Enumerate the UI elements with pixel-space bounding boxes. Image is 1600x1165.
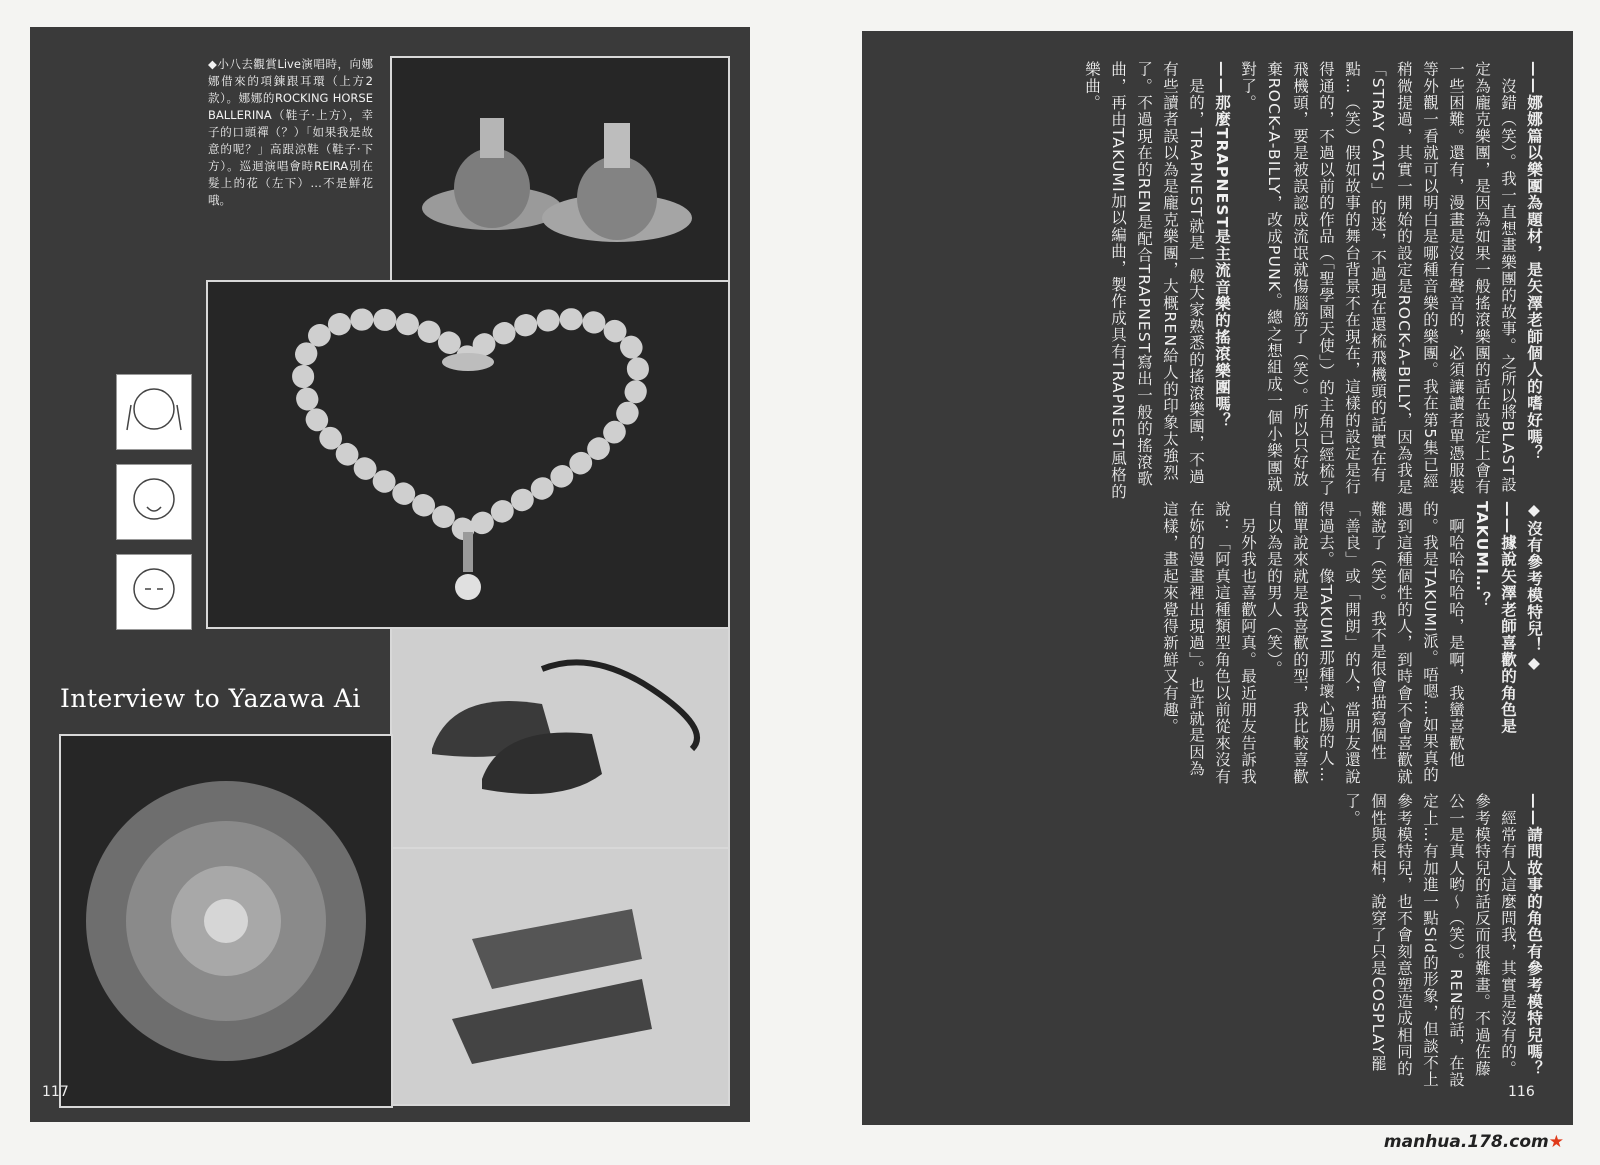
question-4: ——請問故事的角色有參考模特兒嗎？ bbox=[1525, 793, 1543, 1077]
section-heading: ◆沒有參考模特兒！◆ bbox=[1525, 501, 1543, 673]
interview-title: Interview to Yazawa Ai bbox=[60, 684, 361, 713]
right-page bbox=[862, 31, 1573, 1125]
character-sketch-2 bbox=[116, 464, 192, 540]
pearl-necklace-illustration bbox=[208, 282, 728, 627]
photo-caption: ◆小八去觀賞Live演唱時，向娜娜借來的項鍊跟耳環（上方2款）。娜娜的ROCKING HORSE BALLERINA（鞋子·上方），幸子的口頭禪（？）「如果我是故意的呢？」高跟涼鞋（鞋子·下方）。巡迴演唱會時REIRA別在髮上的花（左下）…不是鮮花哦。 bbox=[208, 57, 373, 207]
answer-3b: 另外我也喜歡阿真。最近朋友告訴我說：「阿真這種類型角色以前從來沒有在妳的漫畫裡出現過」。也許就是因為這樣，畫起來覺得新鮮又有趣。 bbox=[1161, 501, 1257, 785]
earrings-photo bbox=[390, 56, 730, 283]
page-number-right: 116 bbox=[1508, 1084, 1535, 1100]
question-3: ——據說矢澤老師喜歡的角色是TAKUMI…？ bbox=[1473, 501, 1517, 735]
high-heel-sandals-photo bbox=[390, 847, 730, 1106]
site-watermark bbox=[1384, 1132, 1564, 1152]
interview-text-part-3 bbox=[882, 793, 1547, 1093]
answer-3: 啊哈哈哈哈哈，是啊，我蠻喜歡他的。我是TAKUMI派。唔嗯…如果真的遇到這種個性的人，到時會不會喜歡就難說了（笑）。我不是很會描寫個性「善良」或「開朗」的人，當朋友還說得過去。像TAKUMI那種壞心腸的人…簡單說來就是我喜歡的型，我比較喜歡自以為是的男人（笑）。 bbox=[1265, 501, 1465, 785]
character-sketch-1 bbox=[116, 374, 192, 450]
question-1: ——娜娜篇以樂團為題材，是矢澤老師個人的嗜好嗎？ bbox=[1525, 61, 1543, 462]
star-icon: ★ bbox=[1548, 1132, 1564, 1152]
necklace-photo bbox=[206, 280, 730, 629]
left-page bbox=[30, 27, 750, 1122]
page-number-left: 117 bbox=[42, 1084, 69, 1100]
hair-flower-photo bbox=[59, 734, 393, 1108]
question-2: ——那麼TRAPNEST是主流音樂的搖滾樂團嗎？ bbox=[1213, 61, 1231, 429]
earrings-illustration bbox=[392, 58, 728, 281]
answer-1: 沒錯（笑）。我一直想畫樂團的故事。之所以將BLAST設定為龐克樂團，是因為如果一般搖滾樂團的話在設定上會有一些困難。還有，漫畫是沒有聲音的，必須讓讀者單憑服裝等外觀一看就可以明白是哪種音樂的樂團。我在第5集已經稍微提過，其實一開始的設定是ROCK-A-BILLY，因為我是「STRAY CATS」的迷，不過現在還梳飛機頭的話實在有點…（笑）假如故事的舞台背景不在現在，這樣的設定是行得通的，不過以前的作品（「聖學園天使」）的主角已經梳了飛機頭，要是被誤認成流氓就傷腦筋了（笑）。所以只好放棄ROCK-A-BILLY，改成PUNK。總之想組成一個小樂團就對了。 bbox=[1239, 61, 1517, 497]
sandals-illustration bbox=[392, 849, 728, 1104]
ballerina-shoes-photo bbox=[390, 627, 730, 851]
answer-2: 是的，TRAPNEST就是一般大家熟悉的搖滾樂團，不過有些讀者誤以為是龐克樂團，大概REN給人的印象太強烈了。不過現在的REN是配合TRAPNEST寫出一般的搖滾歌曲，再由TAKUMI加以編曲，製作成具有TRAPNEST風格的樂曲。 bbox=[1083, 61, 1205, 500]
interview-text-part-2 bbox=[882, 501, 1547, 791]
answer-4: 經常有人這麼問我，其實是沒有的。參考模特兒的話反而很難畫。不過佐藤公一是真人哟～（笑）。REN的話，在設定上…有加進一點Sid的形象，但談不上參考模特兒，也不會刻意塑造成相同的個性與長相，說穿了只是COSPLAY罷了。 bbox=[1343, 793, 1517, 1089]
interview-text-part-1 bbox=[882, 61, 1547, 501]
flower-illustration bbox=[61, 736, 391, 1106]
character-sketch-3 bbox=[116, 554, 192, 630]
watermark-text: manhua.178.com bbox=[1383, 1132, 1549, 1152]
shoes-illustration bbox=[392, 629, 728, 849]
